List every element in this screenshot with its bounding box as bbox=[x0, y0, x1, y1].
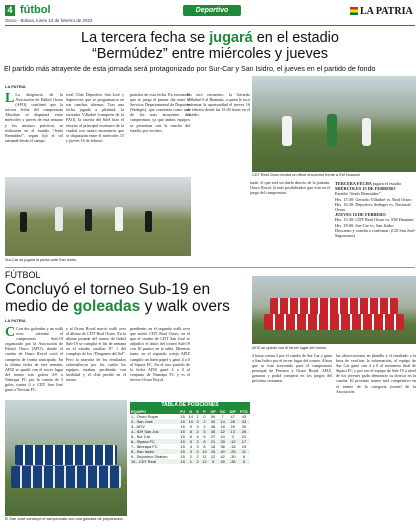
table-cell: 2 bbox=[196, 429, 199, 434]
table-cell: 9.- Deportivo Shalom bbox=[131, 454, 168, 459]
table-cell: 18 bbox=[210, 444, 216, 449]
table-cell: 2.- San José bbox=[130, 419, 178, 424]
table-cell: 8 bbox=[201, 439, 209, 444]
story1-byline: LA PATRIA bbox=[5, 84, 26, 89]
sched2-game3: Descanso y cancha a confirmar: (CD San José-Sagrasmos) bbox=[335, 227, 416, 239]
table-cell: 15 bbox=[178, 419, 186, 424]
table-cell: 10 bbox=[188, 419, 193, 424]
table-cell: 10 bbox=[202, 449, 207, 454]
table-cell: 5.- Sur Car bbox=[131, 434, 151, 439]
photo4-caption: El San José concluyó el campeonato con una goleada de preparación. bbox=[5, 517, 124, 521]
table-cell: 7.- Nimrapa FC bbox=[131, 444, 158, 449]
table-cell: 9 bbox=[189, 424, 192, 429]
table-cell: 33 bbox=[218, 439, 228, 444]
table-header-cell: DIF bbox=[228, 409, 238, 414]
table-cell: 33 bbox=[238, 419, 250, 424]
table-header-cell: P bbox=[201, 409, 209, 414]
table-cell: 30 bbox=[241, 424, 247, 429]
flag-icon bbox=[350, 7, 358, 15]
table-cell: 22 bbox=[218, 429, 228, 434]
photo3-caption: AFIZ se quedó con el tercer lugar del torneo. bbox=[252, 346, 328, 350]
story2-col4: 4 hasta contra 2 por el cuadro de Sur Car y ganó a San Isidro por el tercer lugar del torneo. Ahora que se está acercando para el campeonato principal de Primera y Oruro Royal, AFIZ, ganaron y podrá competir en los juegos del próximo certamen. bbox=[252, 353, 332, 384]
table-cell: 3 bbox=[231, 434, 234, 439]
table-cell: 3 bbox=[196, 419, 199, 424]
table-cell: 3 bbox=[196, 444, 199, 449]
table-cell: 5 bbox=[187, 439, 195, 444]
table-cell: 7 bbox=[221, 414, 224, 419]
photo-real-oruro-match bbox=[252, 76, 416, 172]
section-divider bbox=[5, 267, 415, 268]
sched1-day: MIÉRCOLES 15 DE FEBRERO bbox=[335, 186, 396, 192]
table-cell: 43 bbox=[241, 414, 247, 419]
sched2-day: JUEVES 16 DE FEBRERO bbox=[335, 212, 386, 218]
table-cell: 21 bbox=[208, 439, 217, 444]
table-cell: 26 bbox=[228, 419, 238, 424]
table-cell: 8.- San Isidro bbox=[130, 449, 178, 454]
story1-col2: rival Club Deportivo San José y Saprecross que se programaron en sus canchas alternas. Tras una fecha jugada a plenitud, la escuadra Vilhabré (campeón de la FAO), la casería del Sifel hizo el retorno al principal escenario de la ciudad con cuatro encuentros que se disputarán entre el miércoles 15 y jueves 16 de febrero. bbox=[66, 92, 124, 143]
table-cell: 36 bbox=[220, 444, 225, 449]
story2-headline: Concluyó el torneo Sub-19 en medio de goleadas y walk overs bbox=[5, 281, 230, 315]
sched2-game2: Hrs. 18:00: Sur-Car vs. San Isidro bbox=[335, 222, 394, 228]
table-cell: 15 bbox=[180, 434, 185, 439]
sched1-game1: Hrs. 15:30: Gerardo Vilhabré vs. Real Oruro bbox=[335, 196, 412, 202]
table-cell: 15 bbox=[178, 439, 186, 444]
table-cell: 20 bbox=[230, 424, 235, 429]
page-header bbox=[0, 0, 420, 28]
table-cell: 15 bbox=[241, 444, 247, 449]
schedule-box: TERCERA FECHA jugará el estadio MIÉRCOLES 15 DE FEBRERO Estadio “Jesús Bermúdez” Hrs. 15:30: Gerardo Vilhabré vs. Real Oruro Hrs. 16:30: Deportivo Sedeges vs. Nacional Oruro JUEVES 16 DE FEBRERO Hrs. 15:30: CDT Real Oruro vs. EM Huanuni Hrs. 18:00: Sur-Car vs. San Isidro Descanso y cancha a confirmar: (CD San José-Sagrasmos) bbox=[335, 181, 416, 239]
standings-grid bbox=[130, 409, 250, 464]
sched1-place: Estadio “Jesús Bermúdez” bbox=[335, 191, 381, 197]
story2-col2: y al Oruro Royal marcó walk over al último de CDT Real Oruro. En la última jornada del torneo de fútbol Sub-19 se cumplió el fin de semana en el estadio auxiliar N° 1 del complejo de los “Dragones del Sol”. Pero la mayoría de los resultados sobresalieron por los cuales los equipos estaban perdiendo con facilidad y el club perdió en el torneo. bbox=[66, 326, 126, 382]
photo1-caption: Sur-Car se jugará la punta ante San Isidro. bbox=[5, 258, 78, 262]
story1-subhead: El partido más atrayente de esta jornada será protagonizado por Sur-Car y San Isidro, el jueves en el partido de fondo bbox=[4, 65, 376, 73]
table-header-cell: EQUIPO bbox=[130, 409, 178, 414]
table-cell: 3.- AFIZ bbox=[131, 424, 145, 429]
section-tag: Deportivo bbox=[183, 5, 241, 16]
table-cell: 8 bbox=[203, 444, 206, 449]
table-cell: 15 bbox=[180, 414, 185, 419]
table-cell: 15 bbox=[180, 444, 185, 449]
table-cell: 24 bbox=[220, 434, 225, 439]
story1-col3: partidos de esta fecha. En encuentro que se juega el primer día entre el Servicio Departamental de Deportes (Sedeges), que concentra como uno de los más atrayentes del campeonato, ya que ambos equipos se presentan con la cancha del estadio por vecinos. bbox=[130, 92, 190, 133]
table-cell: 2 bbox=[196, 454, 199, 459]
table-cell: 15 bbox=[208, 449, 217, 454]
table-row bbox=[130, 459, 250, 464]
table-header-cell: GF bbox=[210, 409, 216, 414]
table-cell: 0 bbox=[203, 414, 206, 419]
table-cell: 13 bbox=[228, 429, 238, 434]
newspaper-logo: LA PATRIA bbox=[350, 5, 413, 17]
table-cell: 47 bbox=[230, 414, 235, 419]
table-cell: 3 bbox=[187, 449, 195, 454]
table-cell: 2 bbox=[189, 454, 192, 459]
table-cell: 17 bbox=[238, 439, 250, 444]
table-cell: 8 bbox=[242, 454, 246, 459]
table-cell: 8 bbox=[187, 429, 195, 434]
table-cell: 15 bbox=[180, 424, 185, 429]
table-cell: 14 bbox=[188, 414, 193, 419]
table-cell: 35 bbox=[208, 429, 217, 434]
story2-col5: las observaciones en planilla y el resultado a la hora de verificar la información, el equipo de Sur Car ganó con 4 a 0 al encuentro final de Sipaca FC y por eso el equipo de Sub-19 a nivel de los jóvenes pudo demostrar su técnica en la cancha. El próximo torneo será competitivo en el torneo de la categoría juvenil de la Asociación. bbox=[336, 353, 416, 394]
table-cell: 38 bbox=[210, 424, 216, 429]
table-cell: 4 bbox=[196, 434, 199, 439]
story2-col3: pendiente, en el segundo walk over que sufrió CDT Real Oruro, en el que el cuadro de CDT San José se adjudicó el título del torneo Sub-19 con 30 puntos en la tabla. Mientras tanto, en el segundo cotejo AFIZ cumplió un buen papel y ganó 4 a 0 al Sipaca FC. En el otro partido de la fecha AFIZ ganó 4 a 0 al conjunto de Nimrapa FC y vs el tercero Oruro Royal. bbox=[130, 326, 190, 382]
photo-san-jose-team bbox=[5, 400, 127, 516]
sched2-game1: Hrs. 15:30: CDT Real Oruro vs. EM Huanuni bbox=[335, 217, 414, 223]
table-cell: 12 bbox=[210, 454, 216, 459]
table-cell: -30 bbox=[229, 454, 236, 459]
photo-surcar-match bbox=[5, 177, 191, 256]
table-cell: 2 bbox=[196, 449, 199, 454]
photo2-caption: CDT Real Oruro tendrá un difícil encuentro frente a EM Huanuni bbox=[252, 173, 360, 177]
table-cell: 12 bbox=[202, 459, 207, 464]
table-cell: 15 bbox=[180, 454, 185, 459]
table-cell: 42 bbox=[220, 454, 225, 459]
table-cell: 6 bbox=[189, 434, 192, 439]
sched1-game2: Hrs. 16:30: Deportivo Sedeges vs. Nacional Oruro bbox=[335, 201, 411, 213]
page-number: 4 bbox=[5, 5, 15, 16]
drop-cap: L bbox=[5, 92, 15, 106]
table-cell: 15 bbox=[178, 459, 186, 464]
table-cell: 3 bbox=[196, 424, 199, 429]
table-cell: 1.- Oruro Royal bbox=[131, 414, 158, 419]
table-title: TABLA DE POSICIONES bbox=[130, 402, 250, 409]
table-cell: 9 bbox=[208, 459, 217, 464]
story1-col1: L La dirigencia de la Asociación de Fútbol Oruro (AFO), confirmó que la tercera fecha del campeonato Absoluto se disputará entre miércoles y jueves de esta semana y los mismos prácticos se realizarán en el estadio “Jesús Bermúdez”, según fijó el rol semanal desde el campo. bbox=[5, 92, 63, 143]
table-cell: 11 bbox=[202, 454, 207, 459]
standings-table bbox=[130, 402, 250, 464]
table-cell: 3 bbox=[203, 424, 206, 429]
table-cell: 27 bbox=[210, 434, 216, 439]
table-cell: 14 bbox=[218, 419, 228, 424]
table-cell: -18 bbox=[229, 444, 236, 449]
table-header-cell: G bbox=[187, 409, 195, 414]
story1-headline: La tercera fecha se jugará en el estadio “Bermúdez” entre miércoles y jueves bbox=[81, 30, 339, 62]
table-cell: 1 bbox=[187, 459, 195, 464]
table-cell: 2 bbox=[196, 459, 199, 464]
table-cell: 40 bbox=[208, 419, 217, 424]
table-cell: 26 bbox=[238, 429, 250, 434]
table-cell: 5 bbox=[203, 434, 206, 439]
table-cell: 15 bbox=[178, 449, 186, 454]
table-cell: -25 bbox=[228, 449, 238, 454]
table-cell: 2 bbox=[196, 439, 199, 444]
table-cell: 11 bbox=[238, 449, 250, 454]
table-cell: 5 bbox=[201, 429, 209, 434]
table-cell: 40 bbox=[218, 449, 228, 454]
section-label: fútbol bbox=[20, 4, 51, 16]
table-header-cell: E bbox=[196, 409, 199, 414]
table-cell: 15 bbox=[178, 429, 186, 434]
dateline: Oruro - Bolivia, lunes 13 de febrero de 2023 bbox=[5, 18, 93, 23]
table-cell: 4 bbox=[189, 444, 192, 449]
table-cell: 22 bbox=[241, 434, 247, 439]
story2-byline: LA PATRIA bbox=[5, 318, 26, 323]
table-cell: -36 bbox=[228, 459, 238, 464]
table-header-cell: PJ bbox=[180, 409, 185, 414]
table-cell: -12 bbox=[228, 439, 238, 444]
story1-col4: tarde, el que será un duelo directo de la jornada. Oruro Royal, la más posibilitados que está en el juego del campeonato. bbox=[250, 180, 330, 196]
drop-cap: C bbox=[5, 326, 16, 340]
table-header-cell: PTS bbox=[238, 409, 250, 414]
table-cell: 10.- CDT Real bbox=[130, 459, 178, 464]
story2-kicker: FÚTBOL bbox=[5, 270, 41, 280]
table-cell: 6.- Sipaca FC bbox=[130, 439, 178, 444]
table-cell: 1 bbox=[196, 414, 199, 419]
story1-col3b: En otro encuentro, la Gerardo Vilhabré 6 al Huanuni, a quien le tocó enfrentar la oportunidad el jueves 16 de febrero desde las 15:30 horas en el estadio. bbox=[187, 92, 250, 118]
table-cell: 5 bbox=[238, 459, 250, 464]
table-cell: 2 bbox=[201, 419, 209, 424]
table-cell: 54 bbox=[210, 414, 216, 419]
table-cell: 4.- IDH San Jos bbox=[130, 429, 178, 434]
table-cell: 18 bbox=[220, 424, 225, 429]
photo-afiz-team bbox=[252, 276, 416, 344]
header-rule bbox=[5, 25, 415, 26]
table-cell: 45 bbox=[218, 459, 228, 464]
table-header-cell: GC bbox=[219, 409, 226, 414]
story2-col1: C Con dos goleadas y un walk over, culminó el campeonato Sub-19 organizado por la Asociación de Fútbol Oruro (AFO), donde el cuadro de Oruro Royal cortó el campeón de forma anticipada. En la última fecha de este semana, AFIZ se quedó con el tercer lugar del torneo tras golear 4-0 a Nimrapa FC por la cuenta de 5 goles contra 0 y CDT San José ganó a Tiesvan FC. bbox=[5, 326, 63, 393]
